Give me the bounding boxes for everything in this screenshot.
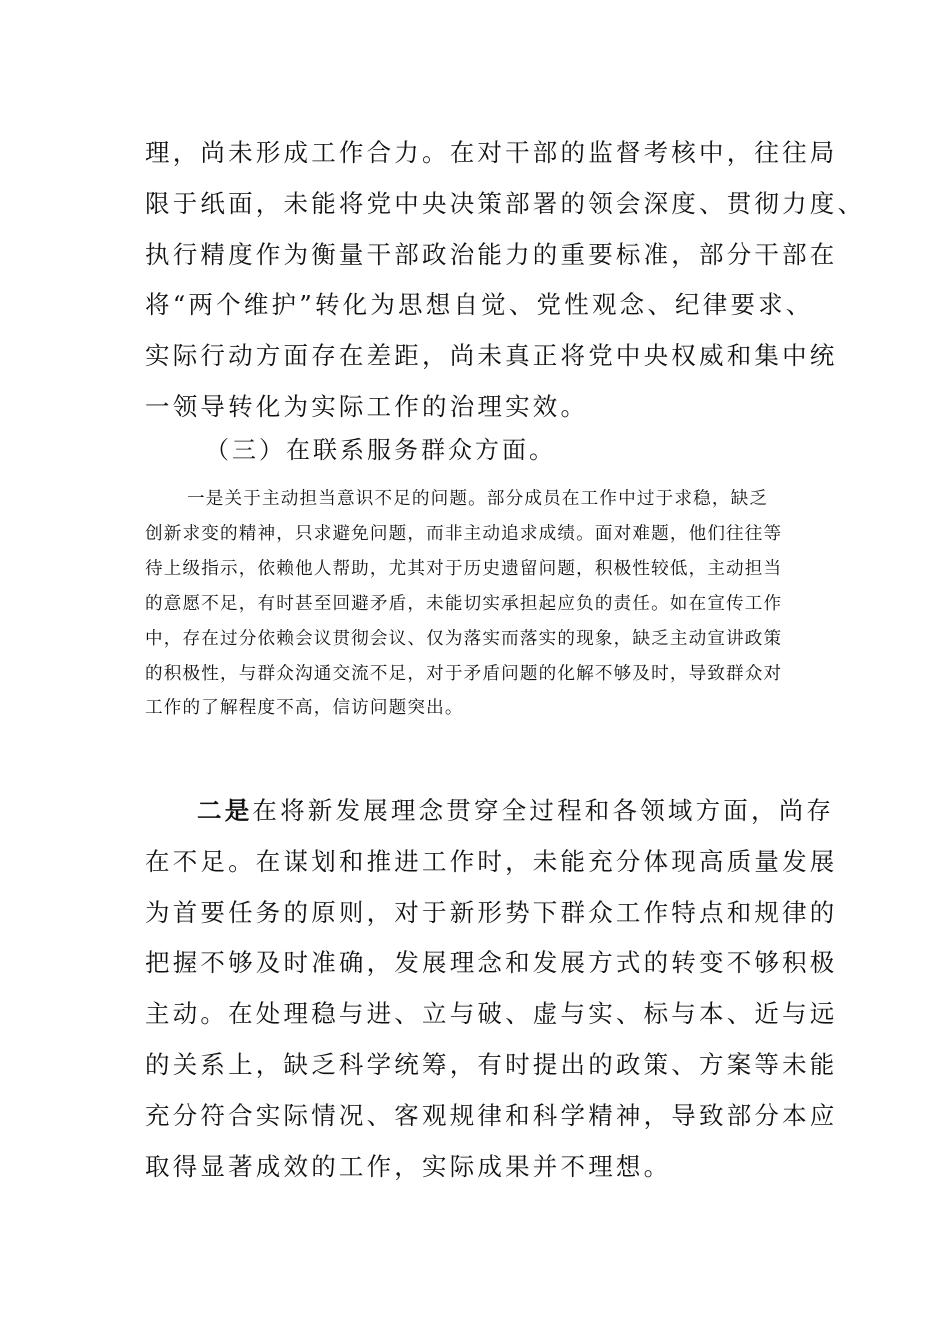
paragraph-initiative [145, 482, 795, 726]
paragraph-line: 实际行动方面存在差距，尚未真正将党中央权威和集中统 [145, 341, 838, 371]
paragraph-line: 的意愿不足，有时甚至回避矛盾，未能切实承担起应负的责任。如在宣传工作 [145, 593, 783, 614]
paragraph-line: 工作的了解程度不高，信访问题突出。 [145, 698, 464, 719]
paragraph-line: 的关系上，缺乏科学统筹，有时提出的政策、方案等未能 [145, 1049, 838, 1079]
paragraph-line: 创新求变的精神，只求避免问题，而非主动追求成绩。面对难题，他们往往等 [145, 523, 783, 544]
paragraph-line: 把握不够及时准确，发展理念和发展方式的转变不够积极 [145, 948, 838, 978]
paragraph-political-ability [145, 128, 866, 433]
paragraph-line-text: 一是关于主动担当意识不足的问题。部分成员在工作中过于求稳，缺乏 [187, 489, 769, 509]
paragraph-line: 取得显著成效的工作，实际成果并不理想。 [145, 1151, 672, 1181]
paragraph-line: 将“两个维护”转化为思想自觉、党性观念、纪律要求、 [145, 290, 814, 320]
paragraph-line [145, 786, 835, 837]
paragraph-line: 的积极性，与群众沟通交流不足，对于矛盾问题的化解不够及时，导致群众对 [145, 663, 783, 684]
paragraph-line: 执行精度作为衡量干部政治能力的重要标准，部分干部在 [145, 239, 838, 269]
paragraph-line: 理，尚未形成工作合力。在对干部的监督考核中，往往局 [145, 138, 838, 167]
paragraph-line: 主动。在处理稳与进、立与破、虚与实、标与本、近与远 [145, 999, 838, 1029]
paragraph-new-development [145, 786, 838, 1192]
bold-lead-text: 二是 [197, 796, 253, 825]
paragraph-line: 中，存在过分依赖会议贯彻会议、仅为落实而落实的现象，缺乏主动宣讲政策 [145, 628, 783, 649]
paragraph-line: 一领导转化为实际工作的治理实效。 [145, 391, 589, 421]
paragraph-line-text: 在将新发展理念贯穿全过程和各领域方面，尚存 [252, 796, 835, 825]
paragraph-line: 充分符合实际情况、客观规律和科学精神，导致部分本应 [145, 1100, 838, 1130]
paragraph-line: 在不足。在谋划和推进工作时，未能充分体现高质量发展 [145, 846, 838, 876]
paragraph-line: 为首要任务的原则，对于新形势下群众工作特点和规律的 [145, 897, 838, 927]
paragraph-line [145, 482, 795, 517]
section-heading-3: （三）在联系服务群众方面。 [205, 436, 556, 464]
paragraph-line: 限于纸面，未能将党中央决策部署的领会深度、贯彻力度、 [145, 188, 866, 218]
paragraph-line: 待上级指示，依赖他人帮助，尤其对于历史遗留问题，积极性较低，主动担当 [145, 558, 783, 579]
